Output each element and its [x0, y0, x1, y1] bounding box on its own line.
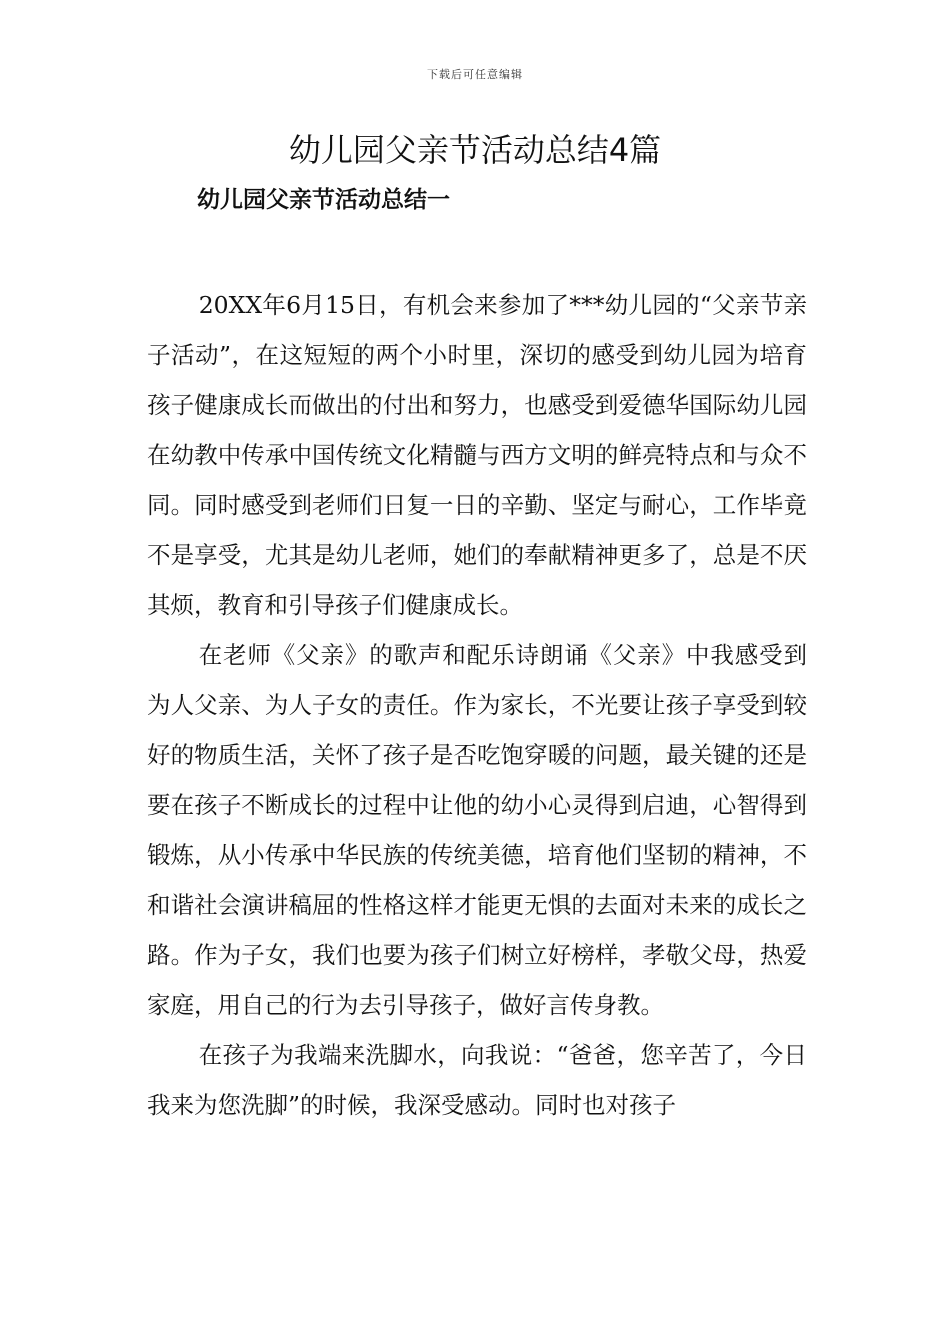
paragraph-1: 20XX年6月15日，有机会来参加了***幼儿园的“父亲节亲子活动”，在这短短的两个小时里，深切的感受到幼儿园为培育孩子健康成长而做出的付出和努力，也感受到爱德华国际幼儿园在幼教中传承中国传统文化精髓与西方文明的鲜亮特点和与众不同。同时感受到老师们日复一日的辛勤、坚定与耐心，工作毕竟不是享受，尤其是幼儿老师，她们的奉献精神更多了，总是不厌其烦，教育和引导孩子们健康成长。 — [147, 291, 807, 619]
document-body — [147, 280, 807, 1130]
section-title: 幼儿园父亲节活动总结一 — [197, 186, 450, 213]
paragraph-3: 在孩子为我端来洗脚水，向我说：“爸爸，您辛苦了，今日我来为您洗脚”的时候，我深受感动。同时也对孩子 — [147, 1041, 807, 1119]
paragraph-2: 在老师《父亲》的歌声和配乐诗朗诵《父亲》中我感受到为人父亲、为人子女的责任。作为家长，不光要让孩子享受到较好的物质生活，关怀了孩子是否吃饱穿暖的问题，最关键的还是要在孩子不断成长的过程中让他的幼小心灵得到启迪，心智得到锻炼，从小传承中华民族的传统美德，培育他们坚韧的精神，不和谐社会演讲稿屈的性格这样才能更无惧的去面对未来的成长之路。作为子女，我们也要为孩子们树立好榜样，孝敬父母，热爱家庭，用自己的行为去引导孩子，做好言传身教。 — [147, 641, 807, 1019]
header-note: 下载后可任意编辑 — [427, 68, 523, 81]
document-title: 幼儿园父亲节活动总结4篇 — [288, 131, 662, 169]
